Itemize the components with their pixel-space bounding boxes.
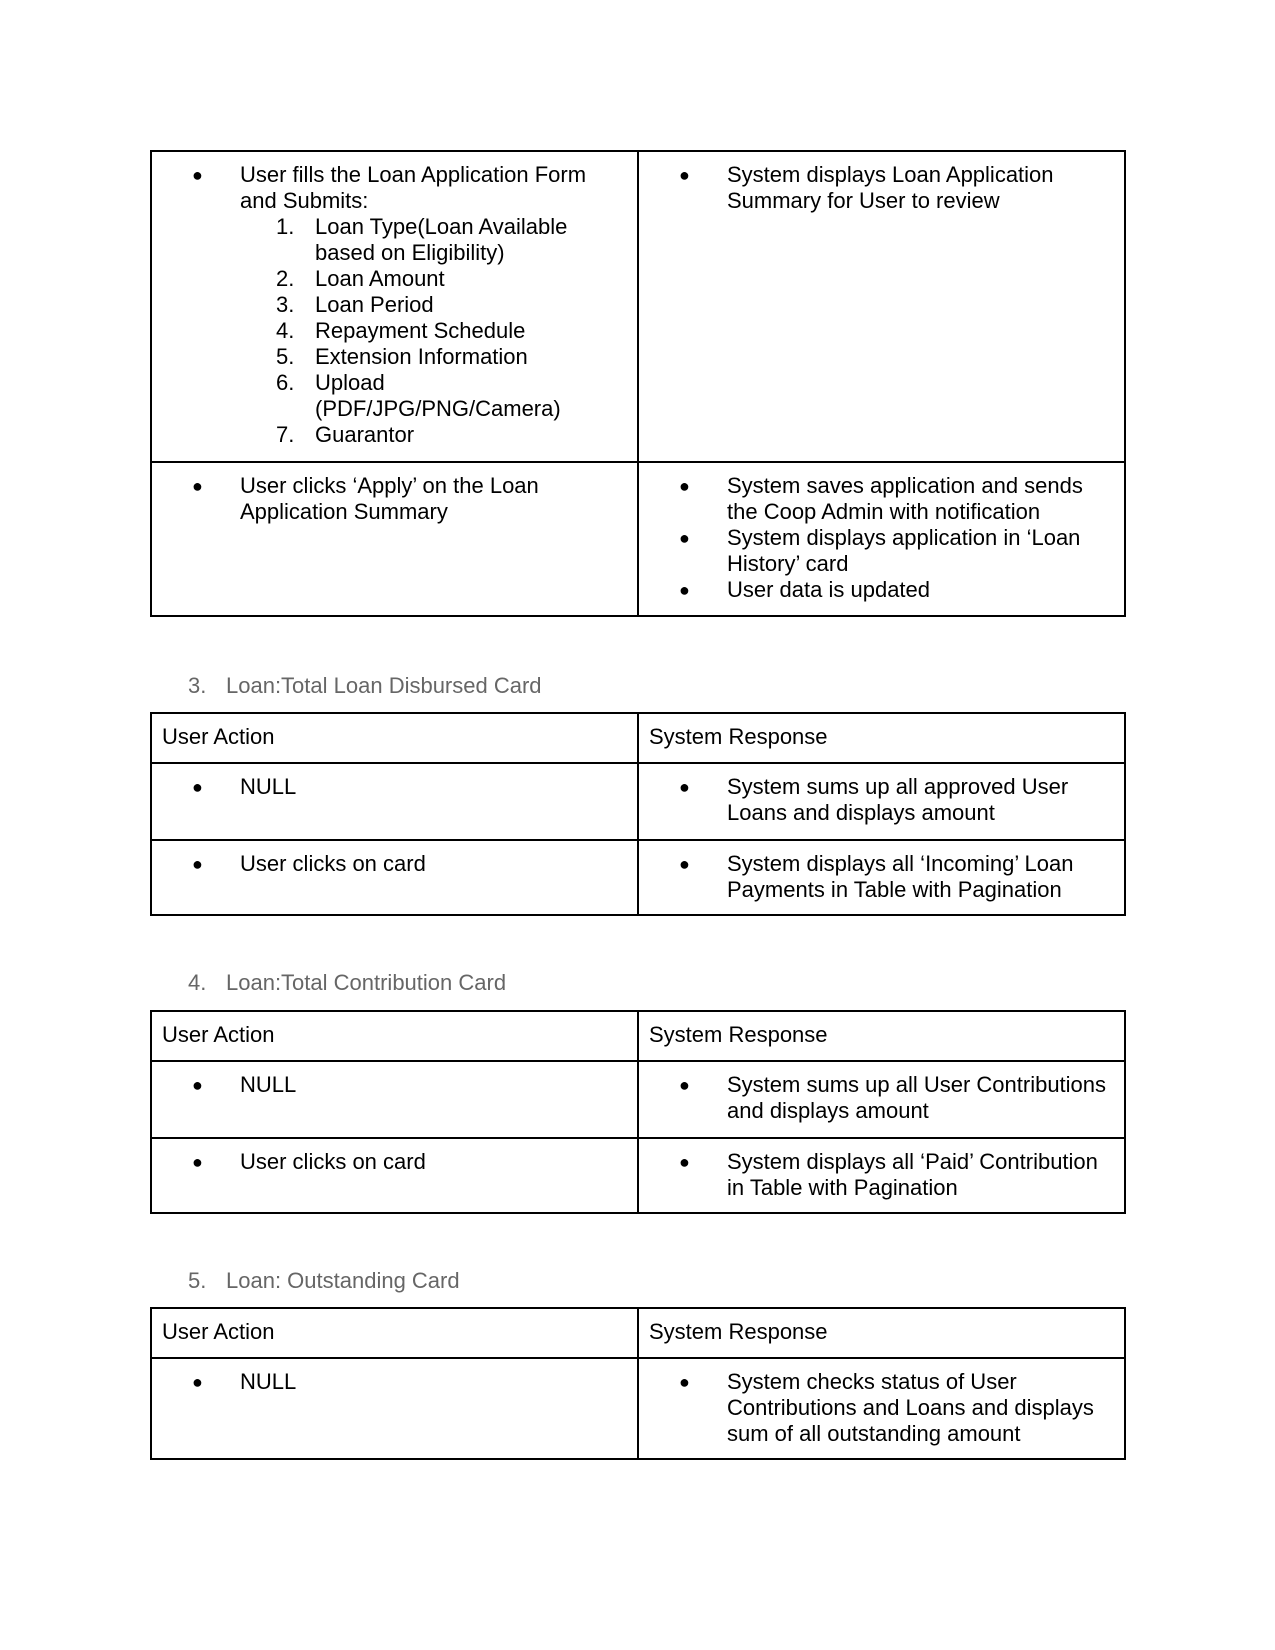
system-response-cell	[638, 763, 1125, 840]
user-action-cell	[151, 1061, 638, 1138]
outstanding-table	[150, 1307, 1126, 1460]
loan-application-table	[150, 150, 1126, 617]
system-response-cell	[638, 1358, 1125, 1459]
list-item: ● System sums up all approved User Loans and displays amount	[679, 774, 1069, 825]
user-action-cell	[151, 840, 638, 915]
list-item: ● NULL	[192, 1369, 297, 1394]
bullet-icon: ●	[679, 528, 690, 548]
column-header-user-action: User Action	[151, 1011, 638, 1061]
list-item: ● System displays application in ‘Loan History’ card	[679, 525, 1081, 576]
user-action-cell	[151, 1358, 638, 1459]
list-item: ● User clicks on card	[192, 851, 426, 876]
bullet-icon: ●	[679, 1075, 690, 1095]
form-fields-list	[240, 214, 627, 448]
list-item: ● User fills the Loan Application Form and Submits: 1. Loan Type(Loan Available based on Eligibility) 2. Loan Amount 3. Loan Period 4. Repayment Schedule 5. Extension Information 6. Upload (PDF/JPG/PNG/Camera) 7. Guarantor	[162, 162, 627, 448]
table-row	[151, 462, 1125, 616]
bullet-icon: ●	[192, 1372, 203, 1392]
table-row	[151, 151, 1125, 462]
system-response-cell	[638, 1061, 1125, 1138]
bullet-icon: ●	[679, 777, 690, 797]
user-action-cell	[151, 462, 638, 616]
user-action-cell	[151, 151, 638, 462]
list-item: 1. Loan Type(Loan Available based on Eligibility)	[276, 214, 568, 265]
table-row	[151, 1138, 1125, 1213]
list-item: ● User clicks ‘Apply’ on the Loan Application Summary	[192, 473, 539, 524]
list-item: 5. Extension Information	[276, 344, 528, 369]
bullet-icon: ●	[192, 1075, 203, 1095]
bullet-icon: ●	[679, 854, 690, 874]
list-item: ● System displays Loan Application Summary for User to review	[679, 162, 1054, 213]
bullet-icon: ●	[679, 1372, 690, 1392]
list-item: ● User clicks on card	[192, 1149, 426, 1174]
total-contribution-table	[150, 1010, 1126, 1214]
table-row	[151, 840, 1125, 915]
bullet-icon: ●	[679, 580, 690, 600]
system-response-cell	[638, 1138, 1125, 1213]
list-item: 7. Guarantor	[276, 422, 415, 447]
column-header-system-response: System Response	[638, 1308, 1125, 1358]
column-header-system-response: System Response	[638, 713, 1125, 763]
list-item: ● System displays all ‘Paid’ Contribution in Table with Pagination	[679, 1149, 1098, 1200]
table-header-row	[151, 713, 1125, 763]
list-item: 2. Loan Amount	[276, 266, 445, 291]
bullet-icon: ●	[192, 476, 203, 496]
list-item: ● User data is updated	[679, 577, 931, 602]
table-row	[151, 1061, 1125, 1138]
list-item: 3. Loan Period	[276, 292, 434, 317]
bullet-icon: ●	[679, 1152, 690, 1172]
system-response-cell	[638, 462, 1125, 616]
list-item: 4. Repayment Schedule	[276, 318, 526, 343]
column-header-user-action: User Action	[151, 1308, 638, 1358]
user-action-cell	[151, 1138, 638, 1213]
user-action-cell	[151, 763, 638, 840]
list-item: ● NULL	[192, 1072, 297, 1097]
list-item: ● NULL	[192, 774, 297, 799]
column-header-system-response: System Response	[638, 1011, 1125, 1061]
table-header-row	[151, 1308, 1125, 1358]
column-header-user-action: User Action	[151, 713, 638, 763]
bullet-icon: ●	[679, 165, 690, 185]
system-response-cell	[638, 840, 1125, 915]
list-item: ● System checks status of User Contributions and Loans and displays sum of all outstanding amount	[679, 1369, 1094, 1446]
table-row	[151, 763, 1125, 840]
list-item: ● System sums up all User Contributions and displays amount	[679, 1072, 1107, 1123]
list-item: 6. Upload (PDF/JPG/PNG/Camera)	[276, 370, 561, 421]
bullet-icon: ●	[192, 854, 203, 874]
bullet-icon: ●	[192, 165, 203, 185]
table-header-row	[151, 1011, 1125, 1061]
list-item: ● System displays all ‘Incoming’ Loan Payments in Table with Pagination	[679, 851, 1074, 902]
section-title: 3. Loan:Total Loan Disbursed Card	[188, 673, 542, 698]
list-item: ● System saves application and sends the Coop Admin with notification	[679, 473, 1083, 524]
system-response-cell	[638, 151, 1125, 462]
bullet-icon: ●	[679, 476, 690, 496]
total-loan-disbursed-table	[150, 712, 1126, 916]
bullet-icon: ●	[192, 1152, 203, 1172]
bullet-icon: ●	[192, 777, 203, 797]
table-row	[151, 1358, 1125, 1459]
section-title: 5. Loan: Outstanding Card	[188, 1268, 460, 1293]
section-title: 4. Loan:Total Contribution Card	[188, 970, 507, 995]
